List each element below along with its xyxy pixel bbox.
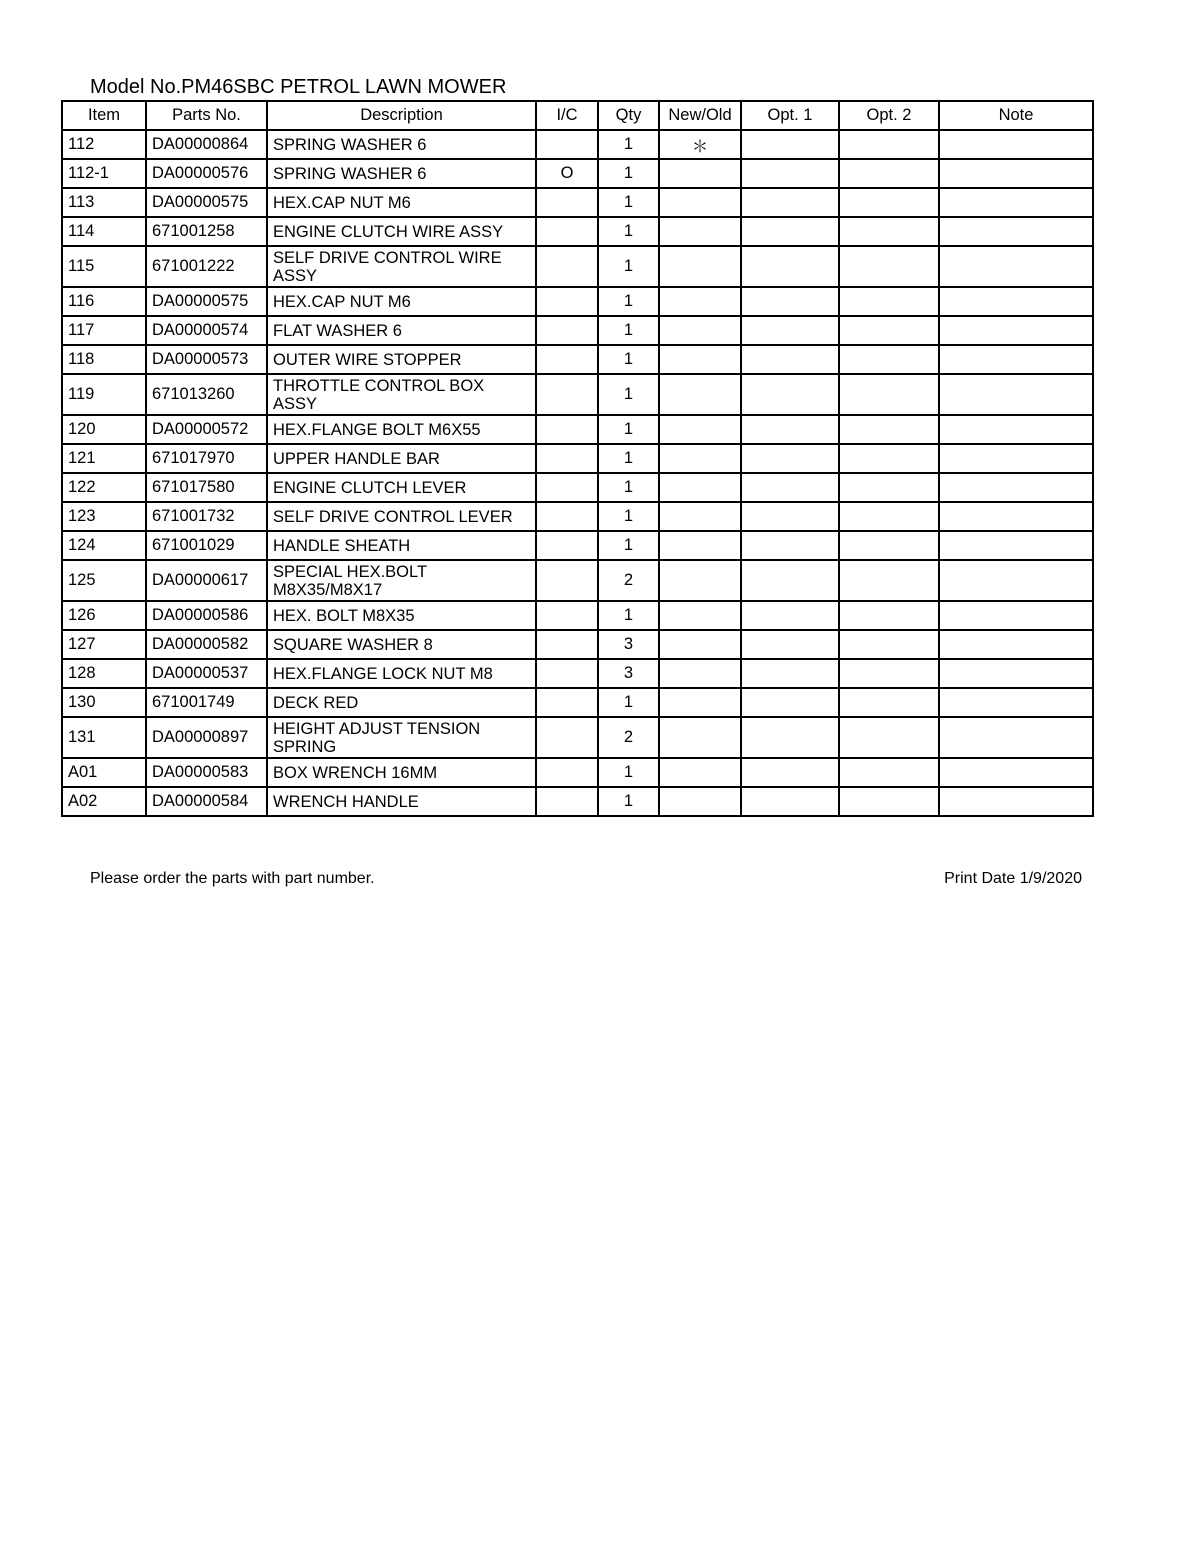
cell-qty: 1 [598,473,659,502]
cell-description: HEX.FLANGE LOCK NUT M8 [267,659,536,688]
cell-parts-no: 671017580 [146,473,267,502]
cell-note [939,473,1093,502]
cell-parts-no: 671017970 [146,444,267,473]
table-row [62,217,1093,246]
cell-opt2 [839,473,939,502]
cell-qty: 1 [598,316,659,345]
cell-item: 131 [62,717,146,758]
cell-opt2 [839,717,939,758]
cell-qty: 1 [598,130,659,159]
cell-ic [536,345,598,374]
cell-item: 123 [62,502,146,531]
cell-opt1 [741,601,839,630]
cell-opt1 [741,374,839,415]
cell-ic [536,188,598,217]
cell-note [939,345,1093,374]
cell-description: SELF DRIVE CONTROL WIRE ASSY [267,246,536,287]
cell-ic [536,246,598,287]
cell-note [939,444,1093,473]
cell-description: ENGINE CLUTCH WIRE ASSY [267,217,536,246]
cell-note [939,560,1093,601]
cell-opt1 [741,444,839,473]
table-header [62,101,1093,130]
cell-item: A01 [62,758,146,787]
cell-item: 118 [62,345,146,374]
cell-new-old: ＊ [659,130,741,159]
cell-qty: 1 [598,787,659,816]
cell-note [939,758,1093,787]
cell-opt2 [839,444,939,473]
cell-item: 116 [62,287,146,316]
cell-ic [536,374,598,415]
cell-parts-no: DA00000576 [146,159,267,188]
cell-parts-no: DA00000575 [146,188,267,217]
cell-new-old [659,560,741,601]
cell-new-old [659,717,741,758]
cell-description: ENGINE CLUTCH LEVER [267,473,536,502]
cell-parts-no: 671001732 [146,502,267,531]
cell-opt2 [839,630,939,659]
cell-qty: 1 [598,159,659,188]
cell-opt2 [839,415,939,444]
cell-opt1 [741,659,839,688]
cell-item: 125 [62,560,146,601]
cell-parts-no: DA00000617 [146,560,267,601]
cell-new-old [659,246,741,287]
cell-opt2 [839,287,939,316]
cell-note [939,316,1093,345]
cell-item: 126 [62,601,146,630]
cell-new-old [659,659,741,688]
cell-parts-no: 671001258 [146,217,267,246]
table-row [62,601,1093,630]
cell-opt2 [839,560,939,601]
cell-qty: 1 [598,531,659,560]
cell-opt1 [741,717,839,758]
cell-item: 117 [62,316,146,345]
column-header-ic: I/C [536,101,598,130]
table-row [62,316,1093,345]
cell-item: 113 [62,188,146,217]
cell-opt2 [839,659,939,688]
table-row [62,531,1093,560]
cell-opt1 [741,130,839,159]
table-row [62,473,1093,502]
cell-description: HEX.CAP NUT M6 [267,287,536,316]
table-row [62,688,1093,717]
cell-opt1 [741,345,839,374]
cell-ic [536,287,598,316]
cell-ic [536,717,598,758]
cell-new-old [659,601,741,630]
cell-qty: 2 [598,560,659,601]
cell-new-old [659,345,741,374]
cell-opt1 [741,159,839,188]
cell-new-old [659,159,741,188]
cell-note [939,246,1093,287]
table-body [62,130,1093,816]
cell-ic [536,659,598,688]
table-row [62,444,1093,473]
cell-note [939,374,1093,415]
cell-item: 119 [62,374,146,415]
cell-ic [536,444,598,473]
cell-parts-no: DA00000586 [146,601,267,630]
cell-opt1 [741,688,839,717]
cell-description: HEX. BOLT M8X35 [267,601,536,630]
cell-new-old [659,473,741,502]
cell-opt2 [839,601,939,630]
cell-note [939,601,1093,630]
cell-note [939,159,1093,188]
cell-parts-no: DA00000537 [146,659,267,688]
cell-ic [536,502,598,531]
cell-new-old [659,287,741,316]
table-row [62,345,1093,374]
cell-ic [536,787,598,816]
cell-opt1 [741,316,839,345]
cell-qty: 1 [598,444,659,473]
cell-parts-no: 671001222 [146,246,267,287]
cell-qty: 1 [598,188,659,217]
table-row [62,659,1093,688]
cell-qty: 3 [598,659,659,688]
order-note: Please order the parts with part number. [90,870,375,887]
cell-parts-no: DA00000897 [146,717,267,758]
cell-opt2 [839,758,939,787]
cell-opt2 [839,246,939,287]
cell-opt2 [839,130,939,159]
cell-parts-no: DA00000582 [146,630,267,659]
table-row [62,246,1093,287]
cell-description: SELF DRIVE CONTROL LEVER [267,502,536,531]
cell-qty: 1 [598,758,659,787]
table-row [62,560,1093,601]
cell-description: SQUARE WASHER 8 [267,630,536,659]
header-row [62,101,1093,130]
cell-description: HEX.FLANGE BOLT M6X55 [267,415,536,444]
table-row [62,758,1093,787]
cell-parts-no: DA00000574 [146,316,267,345]
cell-parts-no: DA00000572 [146,415,267,444]
cell-note [939,688,1093,717]
table-row [62,787,1093,816]
cell-ic [536,560,598,601]
table-row [62,502,1093,531]
column-header-note: Note [939,101,1093,130]
table-row [62,188,1093,217]
column-header-qty: Qty [598,101,659,130]
cell-opt1 [741,787,839,816]
cell-note [939,787,1093,816]
column-header-opt1: Opt. 1 [741,101,839,130]
page-title: Model No.PM46SBC PETROL LAWN MOWER [90,76,507,98]
cell-item: 124 [62,531,146,560]
cell-opt2 [839,688,939,717]
table-row [62,130,1093,159]
cell-ic [536,601,598,630]
cell-qty: 1 [598,415,659,444]
cell-parts-no: 671001749 [146,688,267,717]
cell-new-old [659,630,741,659]
cell-ic [536,130,598,159]
cell-new-old [659,316,741,345]
cell-parts-no: DA00000583 [146,758,267,787]
cell-opt1 [741,287,839,316]
cell-qty: 1 [598,345,659,374]
cell-parts-no: 671001029 [146,531,267,560]
cell-qty: 1 [598,246,659,287]
cell-note [939,630,1093,659]
cell-opt2 [839,787,939,816]
cell-description: BOX WRENCH 16MM [267,758,536,787]
cell-note [939,717,1093,758]
table-row [62,630,1093,659]
cell-item: 121 [62,444,146,473]
cell-new-old [659,415,741,444]
cell-description: WRENCH HANDLE [267,787,536,816]
cell-new-old [659,688,741,717]
cell-opt1 [741,630,839,659]
cell-opt1 [741,473,839,502]
cell-note [939,217,1093,246]
cell-description: SPECIAL HEX.BOLT M8X35/M8X17 [267,560,536,601]
cell-item: 120 [62,415,146,444]
table-row [62,415,1093,444]
cell-new-old [659,502,741,531]
cell-item: 112 [62,130,146,159]
cell-note [939,415,1093,444]
cell-item: A02 [62,787,146,816]
cell-note [939,531,1093,560]
cell-item: 130 [62,688,146,717]
cell-description: UPPER HANDLE BAR [267,444,536,473]
cell-opt2 [839,217,939,246]
cell-ic [536,316,598,345]
cell-item: 115 [62,246,146,287]
cell-item: 112-1 [62,159,146,188]
cell-new-old [659,188,741,217]
cell-new-old [659,531,741,560]
cell-description: SPRING WASHER 6 [267,159,536,188]
cell-opt1 [741,217,839,246]
cell-opt1 [741,188,839,217]
cell-opt1 [741,531,839,560]
cell-qty: 1 [598,502,659,531]
cell-new-old [659,217,741,246]
cell-note [939,188,1093,217]
table-row [62,717,1093,758]
cell-parts-no: DA00000584 [146,787,267,816]
cell-item: 122 [62,473,146,502]
cell-opt2 [839,159,939,188]
cell-ic [536,630,598,659]
cell-opt1 [741,560,839,601]
cell-new-old [659,758,741,787]
cell-qty: 1 [598,374,659,415]
cell-ic [536,217,598,246]
cell-ic [536,688,598,717]
cell-ic [536,758,598,787]
cell-description: SPRING WASHER 6 [267,130,536,159]
cell-new-old [659,444,741,473]
cell-qty: 3 [598,630,659,659]
table-row [62,159,1093,188]
cell-description: DECK RED [267,688,536,717]
cell-item: 127 [62,630,146,659]
cell-parts-no: DA00000864 [146,130,267,159]
cell-ic: O [536,159,598,188]
cell-qty: 2 [598,717,659,758]
table-row [62,287,1093,316]
cell-item: 114 [62,217,146,246]
print-date: Print Date 1/9/2020 [944,870,1082,887]
cell-opt2 [839,345,939,374]
cell-description: FLAT WASHER 6 [267,316,536,345]
cell-ic [536,415,598,444]
cell-qty: 1 [598,688,659,717]
column-header-item: Item [62,101,146,130]
cell-parts-no: DA00000575 [146,287,267,316]
cell-note [939,287,1093,316]
cell-description: HEX.CAP NUT M6 [267,188,536,217]
cell-opt1 [741,415,839,444]
cell-opt2 [839,502,939,531]
cell-description: OUTER WIRE STOPPER [267,345,536,374]
cell-note [939,130,1093,159]
cell-note [939,659,1093,688]
cell-opt1 [741,246,839,287]
cell-description: HANDLE SHEATH [267,531,536,560]
cell-opt2 [839,531,939,560]
cell-description: HEIGHT ADJUST TENSION SPRING [267,717,536,758]
cell-qty: 1 [598,217,659,246]
cell-qty: 1 [598,601,659,630]
cell-ic [536,531,598,560]
column-header-parts-no: Parts No. [146,101,267,130]
cell-note [939,502,1093,531]
cell-new-old [659,787,741,816]
cell-ic [536,473,598,502]
cell-item: 128 [62,659,146,688]
cell-opt1 [741,758,839,787]
cell-new-old [659,374,741,415]
cell-qty: 1 [598,287,659,316]
table-row [62,374,1093,415]
cell-opt2 [839,188,939,217]
column-header-opt2: Opt. 2 [839,101,939,130]
column-header-description: Description [267,101,536,130]
column-header-new-old: New/Old [659,101,741,130]
cell-opt2 [839,316,939,345]
parts-table [61,100,1094,817]
cell-parts-no: 671013260 [146,374,267,415]
cell-opt2 [839,374,939,415]
cell-parts-no: DA00000573 [146,345,267,374]
cell-opt1 [741,502,839,531]
cell-description: THROTTLE CONTROL BOX ASSY [267,374,536,415]
